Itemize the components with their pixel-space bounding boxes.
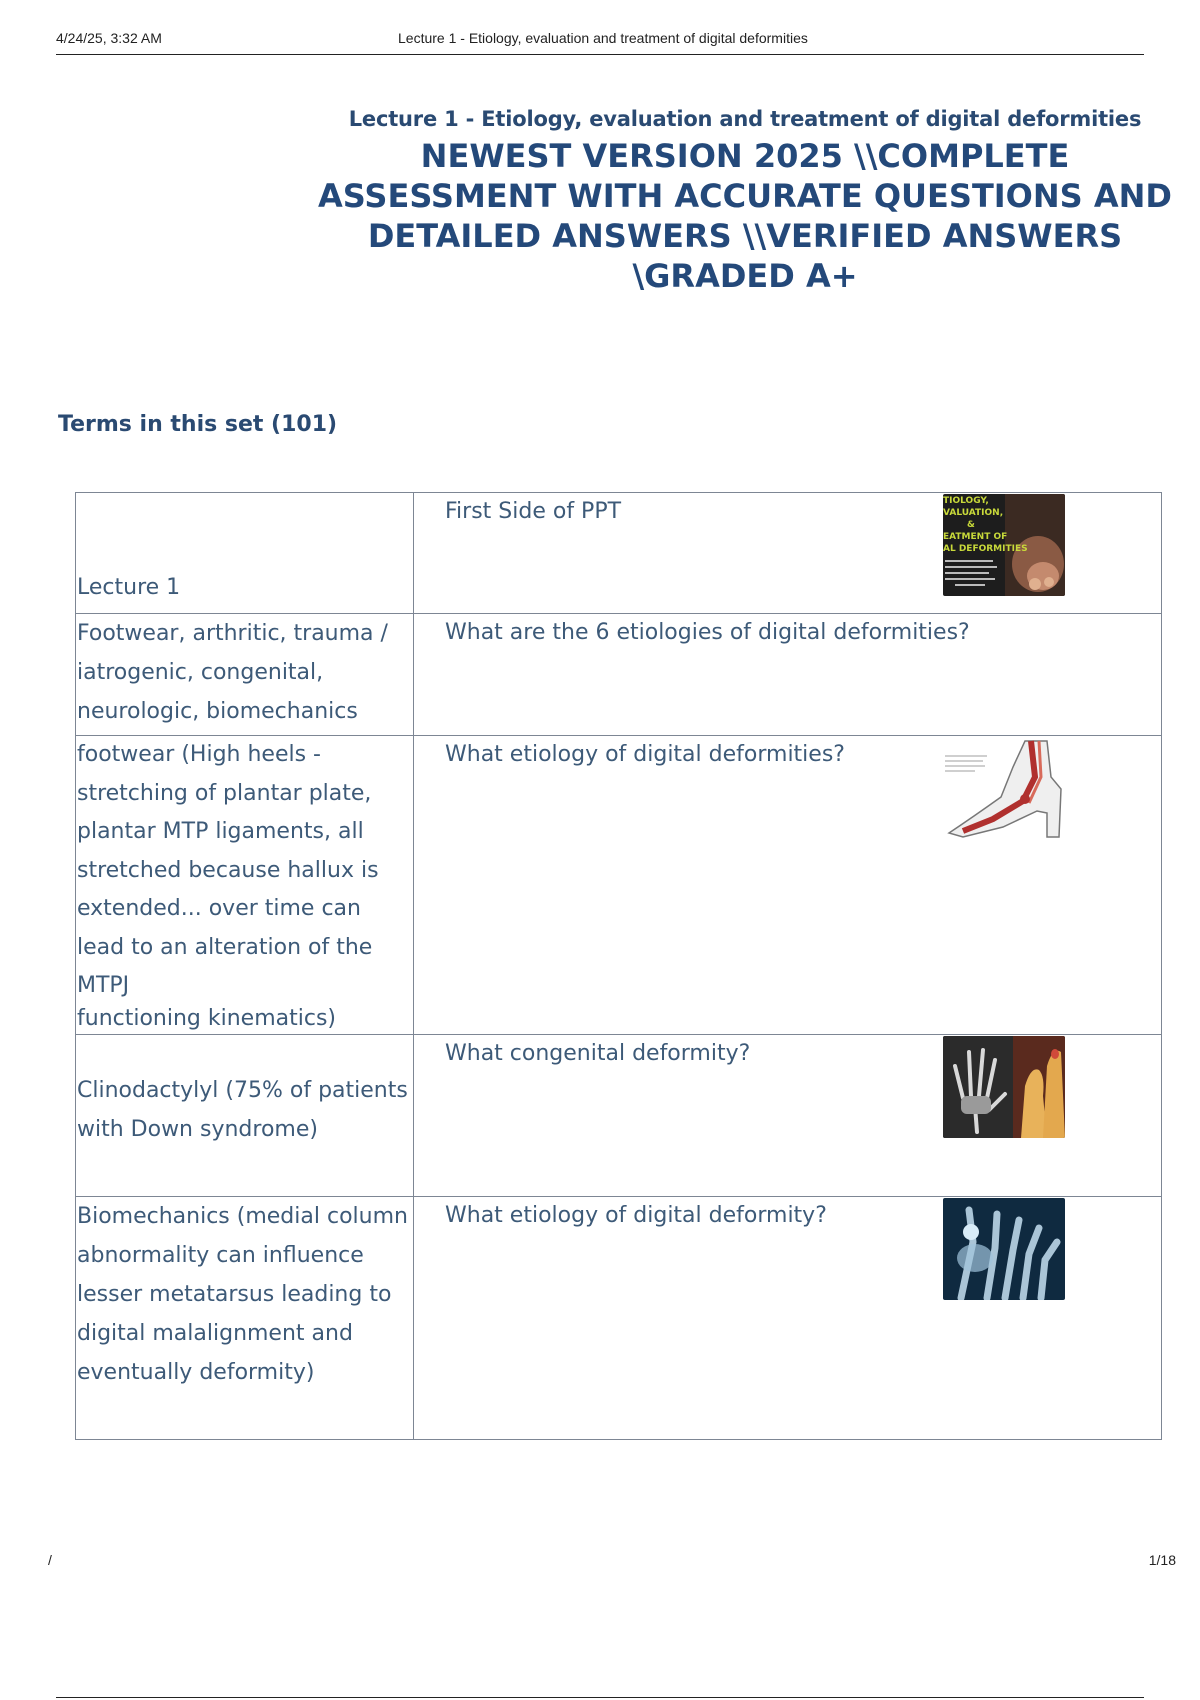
headline-line: NEWEST VERSION 2025 \\COMPLETE [420, 137, 1070, 175]
definition-cell [414, 1197, 1162, 1440]
slide-text: AL DEFORMITIES [943, 544, 1028, 554]
page-number: 1/18 [1148, 1552, 1176, 1568]
print-header [56, 28, 1144, 55]
term-text: Biomechanics (medial column abnormality can influence lesser metatarsus leading to digital malalignment and eventually deformity) [77, 1204, 408, 1385]
headline-line: ASSESSMENT WITH ACCURATE QUESTIONS AND [318, 177, 1172, 215]
table-row [76, 1035, 1162, 1197]
term-cell [76, 1035, 414, 1197]
slide-text: & [967, 520, 975, 530]
table-row [76, 1197, 1162, 1440]
slide-thumbnail-image [943, 494, 1065, 596]
footer-left-mark: / [48, 1552, 52, 1568]
definition-text: First Side of PPT [445, 499, 622, 524]
slide-thumbnail-graphic [943, 494, 1065, 596]
definition-cell [414, 1035, 1162, 1197]
foot-xray-image [943, 1198, 1065, 1300]
terms-heading: Terms in this set (101) [58, 412, 338, 437]
term-text: Clinodactylyl (75% of patients with Down syndrome) [77, 1078, 408, 1142]
definition-text: What etiology of digital deformities? [445, 742, 845, 767]
definition-cell [414, 493, 1162, 614]
definition-cell [414, 736, 1162, 1035]
term-cell [76, 493, 414, 614]
print-date: 4/24/25, 3:32 AM [56, 30, 162, 46]
table-row [76, 493, 1162, 614]
definition-text: What congenital deformity? [445, 1041, 751, 1066]
definition-text: What etiology of digital deformity? [445, 1203, 827, 1228]
hand-xray-and-toe-photo-graphic [943, 1036, 1065, 1138]
slide-text: TIOLOGY, [943, 496, 989, 506]
document-subtitle: Lecture 1 - Etiology, evaluation and treatment of digital deformities [348, 107, 1142, 131]
terms-table [75, 492, 1162, 1440]
print-title: Lecture 1 - Etiology, evaluation and treatment of digital deformities [398, 30, 808, 46]
term-cell [76, 614, 414, 736]
title-block [300, 104, 1190, 296]
term-cell [76, 736, 414, 1035]
table-row [76, 736, 1162, 1035]
bottom-divider [56, 1697, 1144, 1698]
term-text: Lecture 1 [77, 575, 181, 600]
headline-line: DETAILED ANSWERS \\VERIFIED ANSWERS [367, 217, 1123, 255]
high-heel-diagram-image [943, 737, 1065, 839]
slide-text: EATMENT OF [943, 532, 1008, 542]
term-cell [76, 1197, 414, 1440]
foot-xray-graphic [943, 1198, 1065, 1300]
headline-line: \GRADED A+ [632, 257, 858, 295]
document-headline [300, 136, 1190, 296]
definition-text: What are the 6 etiologies of digital deformities? [445, 620, 970, 645]
table-row [76, 614, 1162, 736]
hand-xray-and-toe-photo-image [943, 1036, 1065, 1138]
slide-text: VALUATION, [943, 508, 1004, 518]
term-text: footwear (High heels - stretching of plantar plate, plantar MTP ligaments, all stretched because hallux is extended... over time can lead to an alteration of the MTPJ [77, 742, 379, 998]
term-text: functioning kinematics) [77, 1005, 337, 1031]
term-text: Footwear, arthritic, trauma / iatrogenic, congenital, neurologic, biomechanics [77, 621, 388, 724]
definition-cell [414, 614, 1162, 736]
high-heel-diagram-graphic [943, 737, 1065, 839]
